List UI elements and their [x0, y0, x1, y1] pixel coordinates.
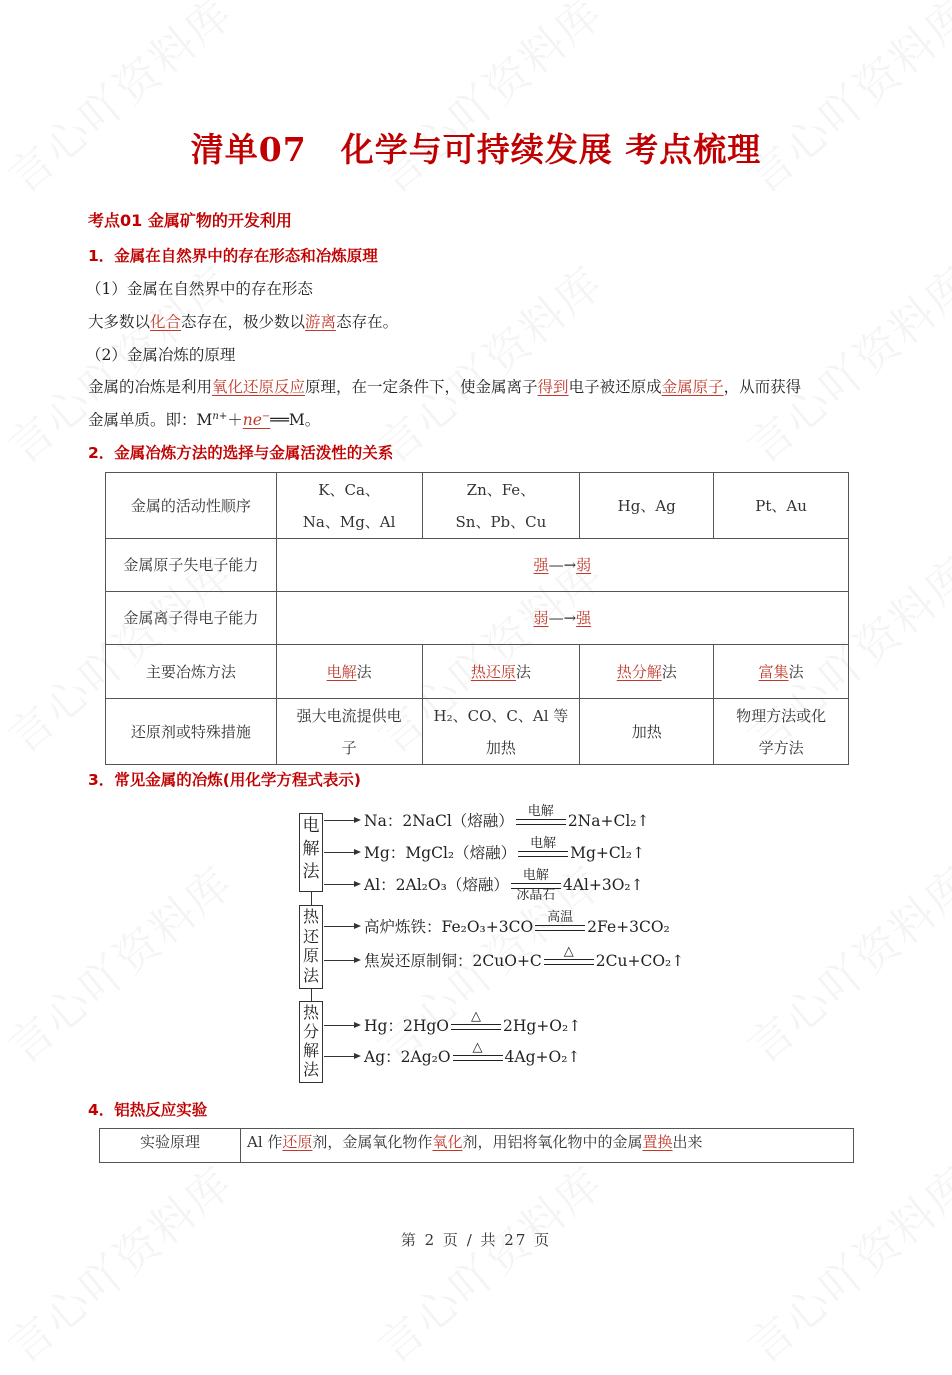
table-cell: 强大电流提供电 子: [276, 699, 422, 765]
equation-al: Al：2Al₂O₃（熔融） 电解 冰晶石 4Al+3O₂↑: [364, 868, 644, 903]
watermark: [732, 0, 952, 205]
watermark: [0, 1149, 244, 1375]
row-header: 金属离子得电子能力: [106, 592, 277, 645]
answer-blank: 置换: [642, 1133, 673, 1151]
heat-triangle-icon: △: [472, 1040, 483, 1055]
watermark: [362, 249, 615, 475]
title-main: 化学与可持续发展 考点梳理: [340, 130, 762, 169]
table-cell: Pt、Au: [714, 473, 849, 539]
arrow-right-icon: [354, 1053, 361, 1059]
subsection-heading-4: 4．铝热反应实验: [88, 1101, 208, 1119]
arrow-right-icon: [354, 849, 361, 855]
watermark: [732, 849, 952, 1075]
table-cell: 电解法: [276, 645, 422, 699]
table-cell: 热分解法: [580, 645, 714, 699]
watermark: [0, 849, 244, 1075]
heat-triangle-icon: △: [470, 1009, 481, 1024]
arrow-right-icon: —→: [548, 556, 577, 574]
answer-blank: 化合: [150, 313, 182, 331]
arrow-right-icon: [354, 923, 361, 929]
equation-mg: Mg：MgCl₂（熔融） 电解 Mg+Cl₂↑: [364, 836, 645, 862]
group-box-thermal-reduction: 热 还 原 法: [299, 905, 323, 989]
paragraph-existence: 大多数以化合态存在，极少数以游离态存在。: [88, 313, 399, 331]
watermark: [0, 0, 244, 205]
table-cell: 弱—→强: [276, 592, 848, 645]
arrow-right-icon: [354, 881, 361, 887]
row-header: 金属的活动性顺序: [106, 473, 277, 539]
watermark: [362, 0, 615, 205]
table-cell: 强—→弱: [276, 539, 848, 592]
table-cell: 加热: [580, 699, 714, 765]
row-header: 还原剂或特殊措施: [106, 699, 277, 765]
row-header: 主要冶炼方法: [106, 645, 277, 699]
table-row: [106, 539, 849, 592]
subsection-heading-1: 1．金属在自然界中的存在形态和冶炼原理: [88, 247, 378, 265]
table-row: [106, 592, 849, 645]
table-cell: 热还原法: [422, 645, 580, 699]
thermite-table: [99, 1128, 854, 1163]
answer-blank: ne−: [242, 410, 271, 429]
answer-blank: 游离: [305, 313, 337, 331]
subsection-heading-2: 2．金属冶炼方法的选择与金属活泼性的关系: [88, 444, 394, 462]
arrow-right-icon: [354, 817, 361, 823]
table-cell: K、Ca、 Na、Mg、Al: [276, 473, 422, 539]
paragraph-principle: 金属的冶炼是利用氧化还原反应原理，在一定条件下，使金属离子得到电子被还原成金属原子，从而获得: [88, 378, 802, 396]
heat-triangle-icon: △: [563, 944, 574, 959]
table-cell: Al 作还原剂，金属氧化物作氧化剂，用铝将氧化物中的金属置换出来: [241, 1129, 854, 1163]
title-prefix: 清单: [190, 130, 259, 169]
table-cell: Hg、Ag: [580, 473, 714, 539]
arrow-right-icon: [354, 957, 361, 963]
equation-fe: 高炉炼铁：Fe₂O₃+3CO 高温 2Fe+3CO₂: [364, 910, 670, 936]
watermark: [732, 1149, 952, 1375]
table-row: [100, 1129, 854, 1163]
subsection-heading-3: 3．常见金属的冶炼(用化学方程式表示): [88, 771, 361, 789]
table-cell: 富集法: [714, 645, 849, 699]
group-box-thermal-decomposition: 热 分 解 法: [299, 1001, 323, 1083]
table-cell: Zn、Fe、 Sn、Pb、Cu: [422, 473, 580, 539]
item-label-1: （1）金属在自然界中的存在形态: [86, 280, 313, 298]
section-heading: 考点01 金属矿物的开发利用: [88, 211, 292, 230]
answer-blank: 得到: [537, 378, 569, 396]
watermark: [362, 1149, 615, 1375]
answer-blank: 金属原子: [661, 378, 724, 396]
table-cell: H₂、CO、C、Al 等 加热: [422, 699, 580, 765]
arrow-right-icon: [354, 1022, 361, 1028]
answer-blank: 氧化还原反应: [212, 378, 306, 396]
equation-ag: Ag：2Ag₂O △ 4Ag+O₂↑: [364, 1040, 581, 1066]
answer-blank: 还原: [282, 1133, 313, 1151]
item-label-2: （2）金属冶炼的原理: [86, 346, 236, 364]
row-header: 实验原理: [100, 1129, 241, 1163]
row-header: 金属原子失电子能力: [106, 539, 277, 592]
table-cell: 物理方法或化 学方法: [714, 699, 849, 765]
page-title: [0, 124, 952, 171]
watermark: [732, 249, 952, 475]
table-row: [106, 699, 849, 765]
page-number: 第 2 页 / 共 27 页: [400, 1231, 552, 1249]
equation-cu: 焦炭还原制铜：2CuO+C △ 2Cu+CO₂↑: [364, 944, 685, 970]
equation-na: Na：2NaCl（熔融） 电解 2Na+Cl₂↑: [364, 804, 650, 830]
paragraph-formula: 金属单质。即：$M^{n+}+ne^-══M$。: [88, 410, 321, 429]
answer-blank: 氧化: [432, 1133, 463, 1151]
equation-hg: Hg：2HgO △ 2Hg+O₂↑: [364, 1009, 582, 1035]
table-row: [106, 473, 849, 539]
smelting-methods-table: [105, 472, 849, 765]
group-box-electrolysis: 电 解 法: [299, 813, 323, 892]
arrow-right-icon: —→: [548, 609, 577, 627]
title-number: 07: [258, 130, 307, 169]
table-row: [106, 645, 849, 699]
